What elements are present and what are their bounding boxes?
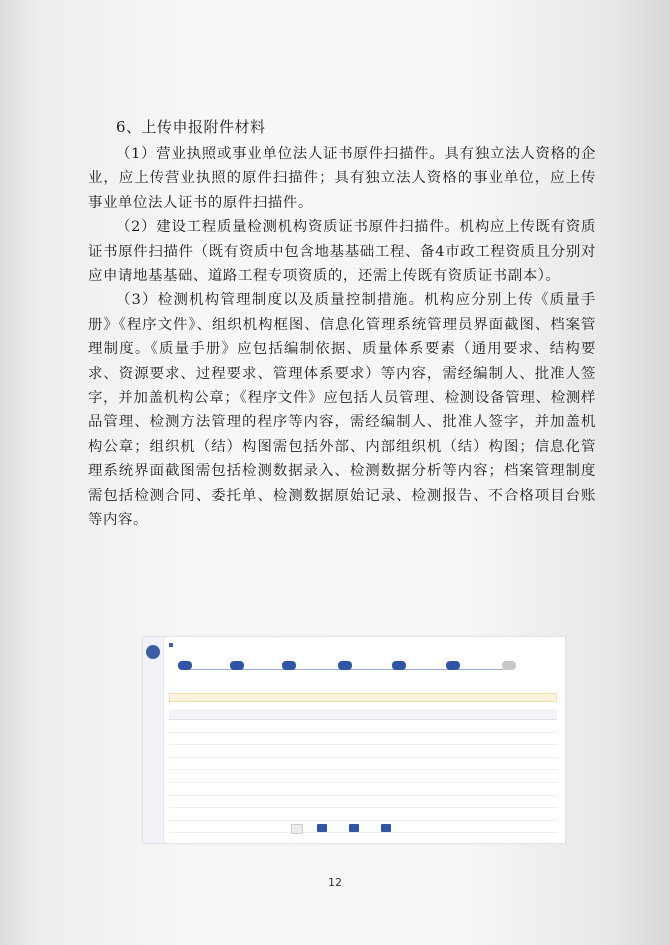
paragraph-2: （2）建设工程质量检测机构资质证书原件扫描件。机构应上传既有资质证书原件扫描件（既有资质中包含地基基础工程、备4市政工程资质且分别对应申请地基基础、道路工程专项资质的，还需上传既有资质证书副本）。 xyxy=(88,219,596,285)
step-dot xyxy=(282,661,296,670)
step-dot xyxy=(338,661,352,670)
row-actions[interactable] xyxy=(470,745,557,758)
previous-button[interactable] xyxy=(317,824,327,832)
step-7 xyxy=(489,661,529,673)
step-5 xyxy=(379,661,419,673)
table-row xyxy=(169,720,557,733)
page-number: 12 xyxy=(328,876,342,889)
table-row xyxy=(169,782,557,795)
screenshot-title xyxy=(169,642,175,647)
row-actions[interactable] xyxy=(470,757,557,770)
cancel-button[interactable] xyxy=(291,824,303,834)
table-row xyxy=(169,795,557,808)
row-actions[interactable] xyxy=(470,720,557,733)
row-actions[interactable] xyxy=(470,732,557,745)
step-2 xyxy=(217,661,257,673)
row-actions[interactable] xyxy=(470,820,557,833)
paragraph-3: （3）检测机构管理制度以及质量控制措施。机构应分别上传《质量手册》《程序文件》、组织机构框图、信息化管理系统管理员界面截图、档案管理制度。《质量手册》应包括编制依据、质量体系要素（通用要求、结构要求、资源要求、过程要求、管理体系要求）等内容，需经编制人、批准人签字，并加盖机构公章；《程序文件》应包括人员管理、检测设备管理、检测样品管理、检测方法管理的程序等内容，需经编制人、批准人签字，并加盖机构公章；组织机（结）构图需包括外部、内部组织机（结）构图；信息化管理系统界面截图需包括检测数据录入、检测数据分析等内容；档案管理制度需包括检测合同、委托单、检测数据原始记录、检测报告、不合格项目台账等内容。 xyxy=(88,292,596,529)
section-heading: 6、上传申报附件材料 xyxy=(116,118,266,136)
logo-icon xyxy=(146,645,160,659)
step-dot xyxy=(230,661,244,670)
step-3 xyxy=(269,661,309,673)
embedded-screenshot xyxy=(142,636,566,844)
table-row xyxy=(169,732,557,745)
step-6 xyxy=(433,661,473,673)
notice-bar xyxy=(169,693,557,702)
table-row xyxy=(169,808,557,821)
table-header xyxy=(470,709,557,720)
save-button[interactable] xyxy=(381,824,391,832)
row-actions[interactable] xyxy=(470,782,557,795)
table-header xyxy=(383,709,470,720)
step-dot xyxy=(178,661,192,670)
table-row xyxy=(169,820,557,833)
step-4 xyxy=(325,661,365,673)
row-actions[interactable] xyxy=(470,770,557,783)
table-row xyxy=(169,757,557,770)
paragraph-1: （1）营业执照或事业单位法人证书原件扫描件。具有独立法人资格的企业，应上传营业执照的原件扫描件；具有独立法人资格的事业单位，应上传事业单位法人证书的原件扫描件。 xyxy=(88,146,596,211)
table-header xyxy=(221,709,383,720)
row-actions[interactable] xyxy=(470,795,557,808)
step-dot xyxy=(446,661,460,670)
step-1 xyxy=(165,661,205,673)
table-header xyxy=(169,709,221,720)
table-row xyxy=(169,745,557,758)
table-row xyxy=(169,770,557,783)
table-header-row xyxy=(169,709,557,720)
next-button[interactable] xyxy=(349,824,359,832)
step-dot xyxy=(392,661,406,670)
screenshot-sidebar xyxy=(143,637,164,843)
row-actions[interactable] xyxy=(470,808,557,821)
step-dot xyxy=(502,661,516,670)
attachment-table xyxy=(169,709,557,833)
title-icon xyxy=(169,643,173,647)
document-body xyxy=(88,116,596,533)
